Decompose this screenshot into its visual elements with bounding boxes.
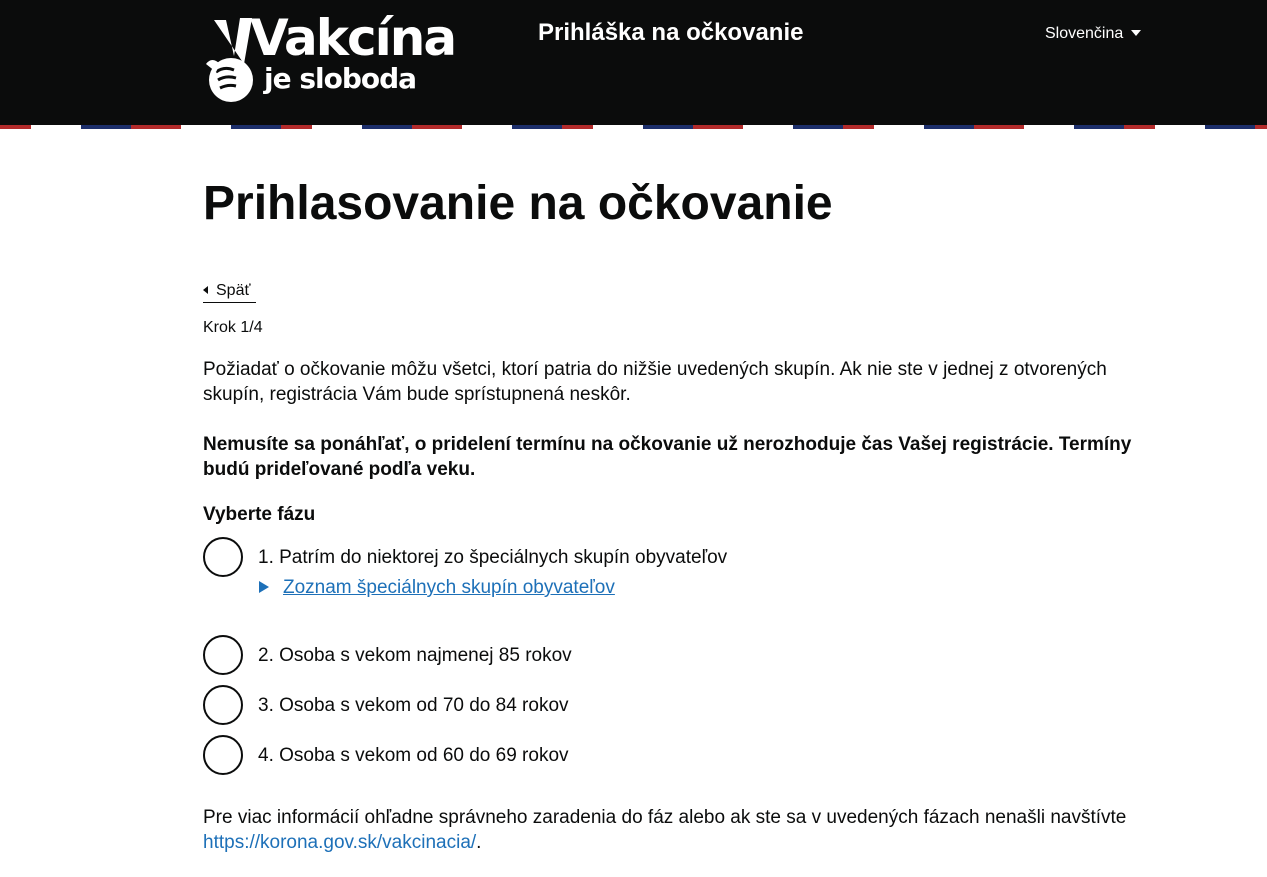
phase-radio-3[interactable] [203,685,903,725]
service-name-link[interactable]: Prihláška na očkovanie [538,19,804,46]
phase-legend: Vyberte fázu [203,504,316,525]
more-info-label: Pre viac informácií ohľadne správneho zaradenia do fáz alebo ak ste sa v uvedených fázach nenašli navštívte [203,807,1127,828]
radio-circle[interactable] [203,635,243,675]
more-info-text [203,805,1143,855]
radio-label[interactable]: 2. Osoba s vekom najmenej 85 rokov [258,645,572,666]
logo-subtitle: je sloboda [264,62,417,95]
radio-label[interactable]: 3. Osoba s vekom od 70 do 84 rokov [258,695,569,716]
back-label: Späť [216,282,251,299]
radio-circle[interactable] [203,735,243,775]
back-link[interactable] [203,281,256,303]
korona-link[interactable]: https://korona.gov.sk/vakcinacia/ [203,832,477,853]
phase-radio-1[interactable] [203,537,903,577]
radio-label[interactable]: 1. Patrím do niektorej zo špeciálnych skupín obyvateľov [258,547,728,568]
vakcina-logo[interactable] [204,9,456,102]
flag-stripe [0,125,1267,129]
details-summary[interactable]: Zoznam špeciálnych skupín obyvateľov [283,577,615,598]
notice-text: Nemusíte sa ponáhľať, o pridelení termínu na očkovanie už nerozhoduje čas Vašej registrácie. Termíny budú prideľované podľa veku. [203,434,1132,480]
phase-radio-2[interactable] [203,635,903,675]
language-label: Slovenčina [1045,25,1124,42]
caret-left-icon [203,286,208,294]
radio-circle[interactable] [203,537,243,577]
radio-circle[interactable] [203,685,243,725]
caret-right-icon [259,581,269,593]
caret-down-icon [1131,30,1141,36]
radio-label[interactable]: 4. Osoba s vekom od 60 do 69 rokov [258,745,569,766]
phase-radio-4[interactable] [203,735,903,775]
logo-title: Vakcína [250,9,456,67]
site-header [0,0,1267,125]
more-info-end: . [476,832,482,853]
language-selector[interactable] [1045,25,1141,43]
page-title: Prihlasovanie na očkovanie [203,177,833,230]
special-groups-details[interactable] [259,575,615,600]
step-indicator: Krok 1/4 [203,319,263,336]
intro-text: Požiadať o očkovanie môžu všetci, ktorí patria do nižšie uvedených skupín. Ak nie ste v jednej z otvorených skupín, registrácia Vám bude sprístupnená neskôr. [203,359,1107,405]
